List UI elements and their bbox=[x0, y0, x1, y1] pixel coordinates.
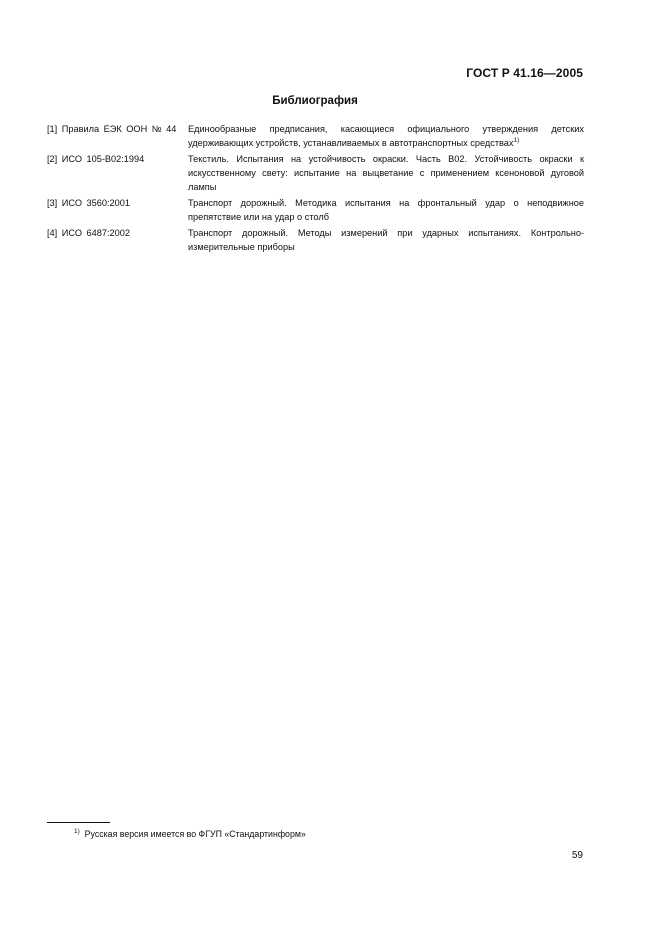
bibliography-description bbox=[188, 226, 584, 254]
bibliography-entry bbox=[47, 196, 584, 224]
bibliography-entry bbox=[47, 226, 584, 254]
footnote-marker: 1) bbox=[513, 136, 520, 144]
entry-designation: ИСО 105-В02:1994 bbox=[61, 154, 145, 164]
entry-designation: ИСО 6487:2002 bbox=[61, 228, 130, 238]
entry-designation: Правила ЕЭК ООН № 44 bbox=[61, 124, 177, 134]
bibliography-reference bbox=[47, 122, 188, 150]
bibliography-reference bbox=[47, 196, 188, 224]
footnote-number: 1) bbox=[74, 828, 80, 836]
entry-description: Транспорт дорожный. Методика испытания на фронтальный удар о неподвижное препятствие или на удар о столб bbox=[188, 198, 584, 222]
bibliography-list bbox=[47, 122, 584, 256]
entry-number: [4] bbox=[47, 228, 58, 238]
entry-designation: ИСО 3560:2001 bbox=[61, 198, 130, 208]
entry-number: [1] bbox=[47, 124, 58, 134]
bibliography-entry bbox=[47, 122, 584, 150]
bibliography-description bbox=[188, 152, 584, 194]
bibliography-entry bbox=[47, 152, 584, 194]
entry-description: Единообразные предписания, касающиеся официального утверждения детских удерживающих устройств, устанавливаемых в автотранспортных средствах bbox=[188, 124, 584, 148]
footnote-text: Русская версия имеется во ФГУП «Стандартинформ» bbox=[84, 829, 306, 839]
footnote-divider bbox=[47, 822, 110, 823]
entry-description: Транспорт дорожный. Методы измерений при ударных испытаниях. Контрольно-измерительные приборы bbox=[188, 228, 584, 252]
bibliography-description bbox=[188, 122, 584, 150]
footnote bbox=[74, 829, 306, 839]
bibliography-reference bbox=[47, 152, 188, 194]
bibliography-title: Библиография bbox=[272, 95, 358, 107]
page-number: 59 bbox=[571, 850, 583, 861]
bibliography-reference bbox=[47, 226, 188, 254]
entry-number: [3] bbox=[47, 198, 58, 208]
bibliography-description bbox=[188, 196, 584, 224]
entry-description: Текстиль. Испытания на устойчивость окраски. Часть В02. Устойчивость окраски к искусственному свету: испытание на выцветание с применением ксеноновой дуговой лампы bbox=[188, 154, 584, 192]
document-code: ГОСТ Р 41.16—2005 bbox=[466, 66, 583, 80]
entry-number: [2] bbox=[47, 154, 58, 164]
